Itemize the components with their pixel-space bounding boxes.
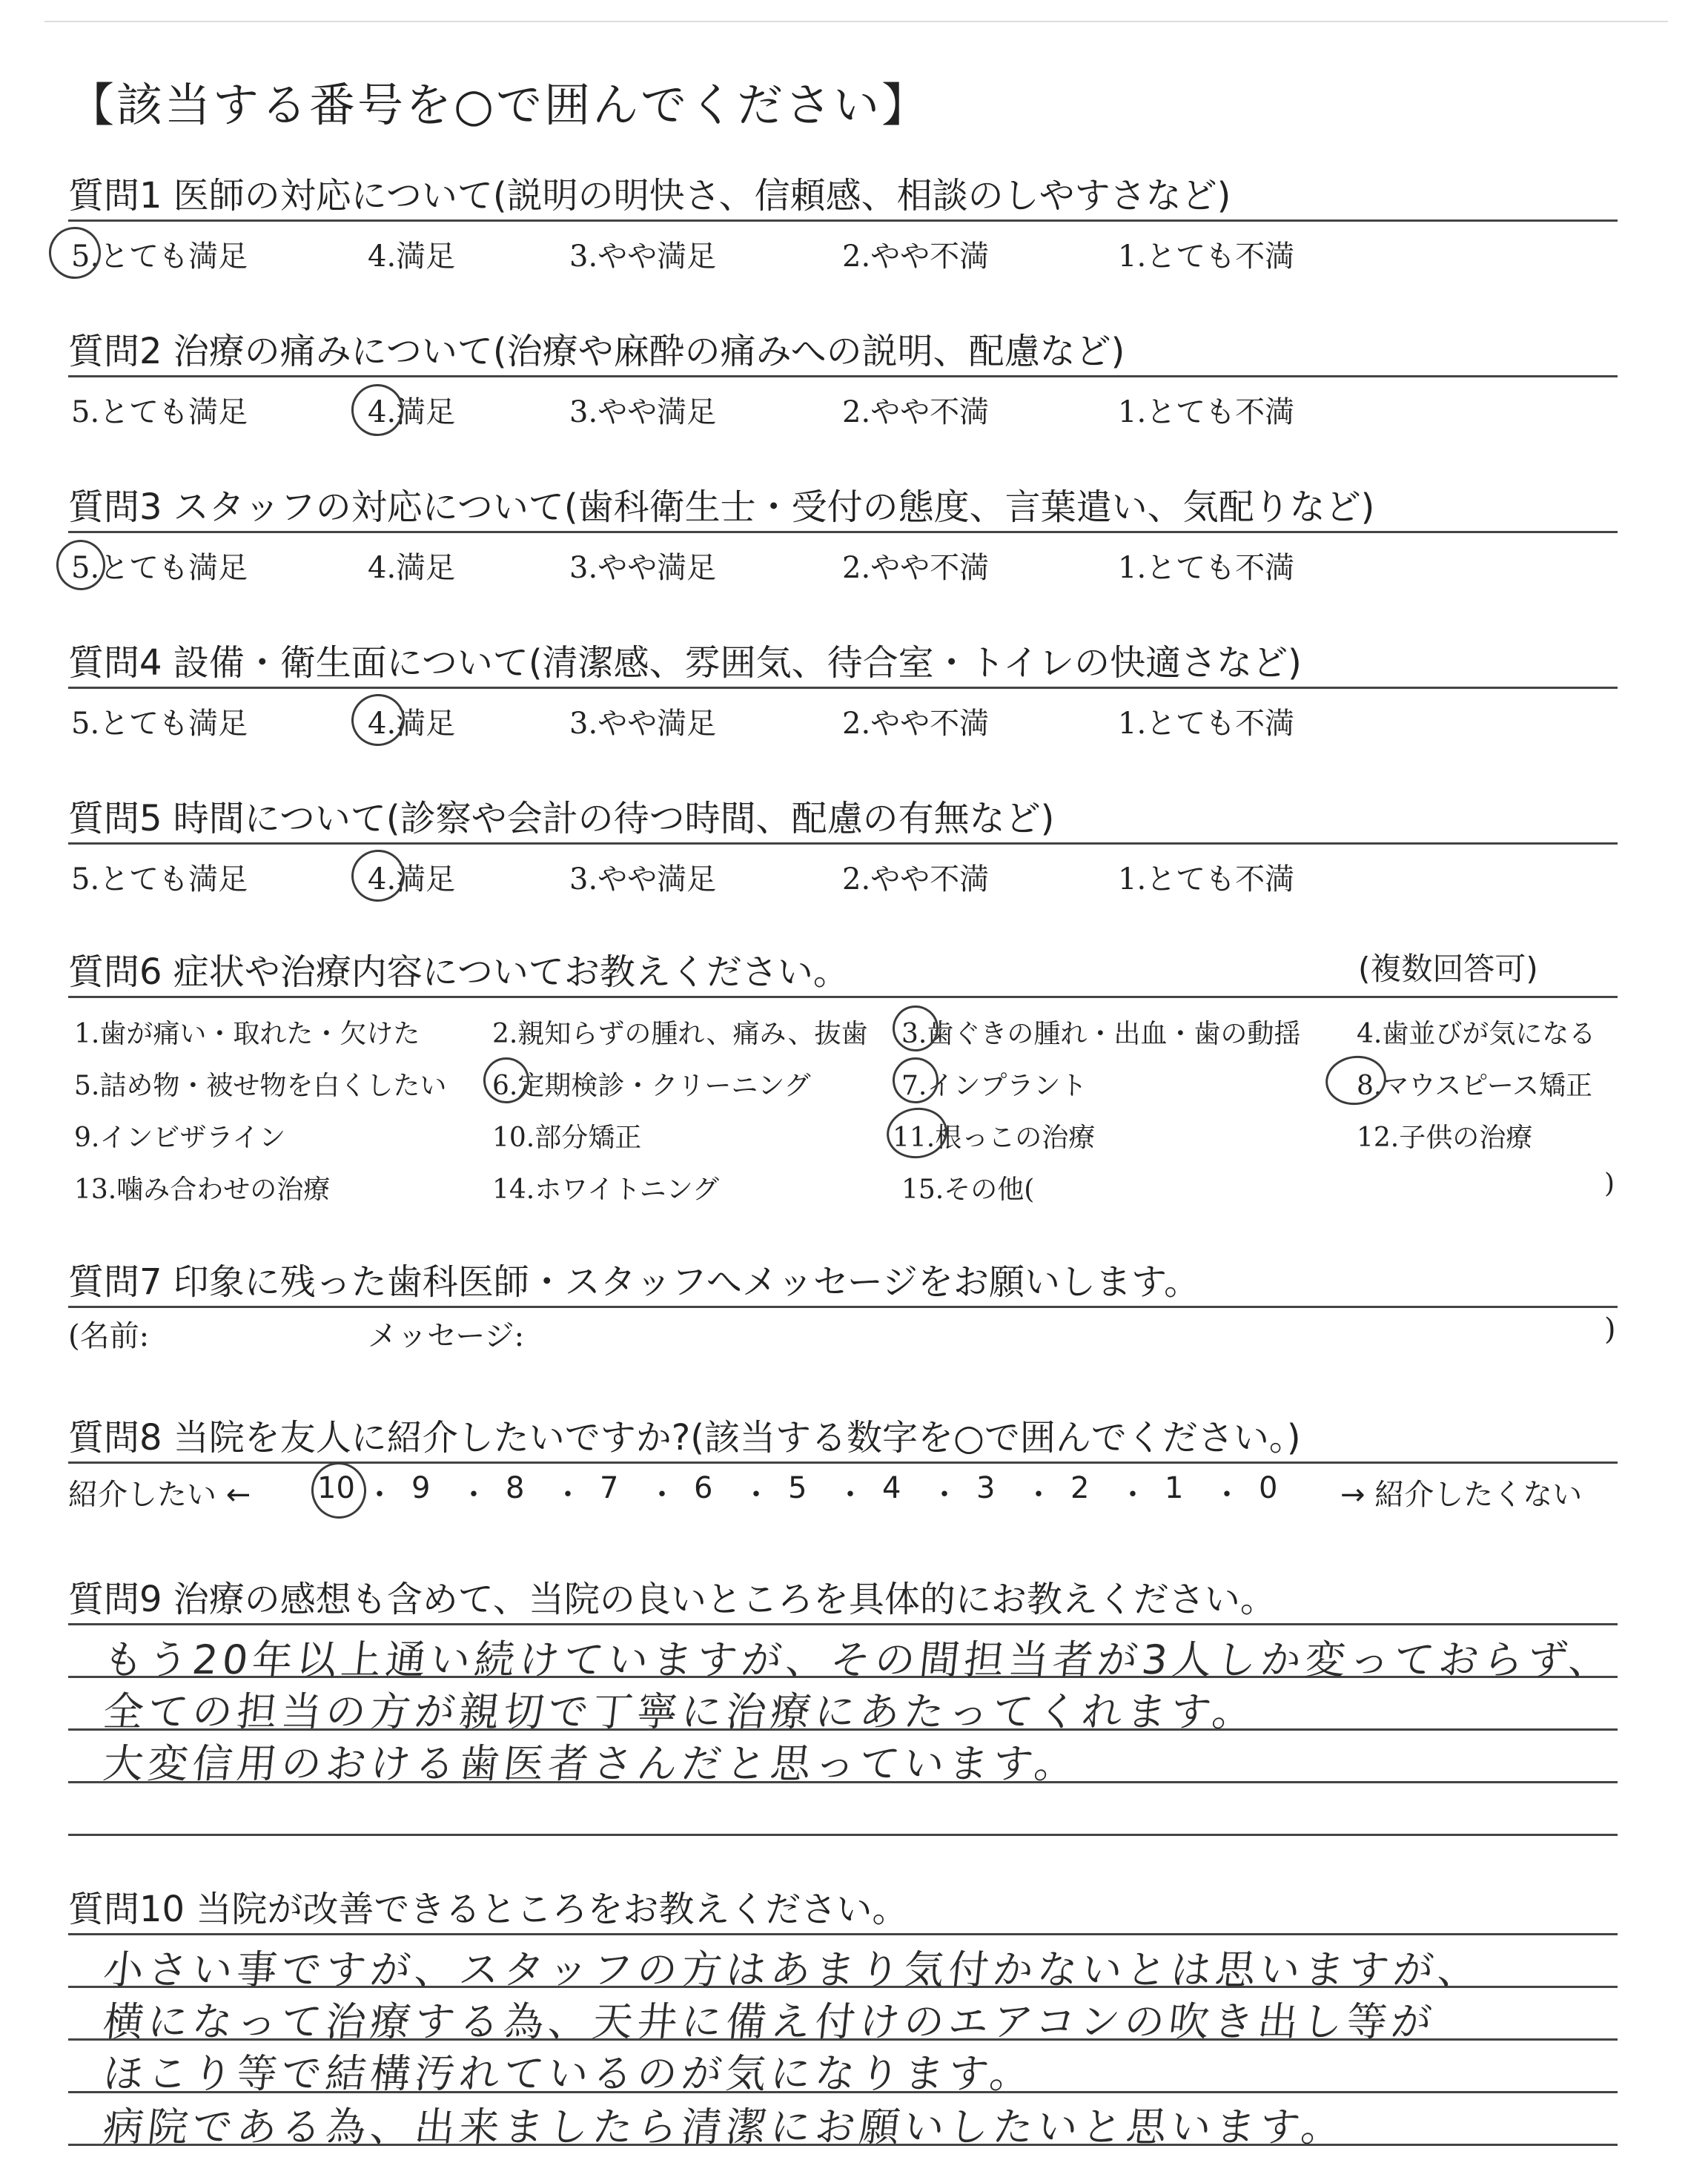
- q5-option-4[interactable]: 4.満足: [368, 862, 456, 896]
- q8-scale-value-1[interactable]: 1: [1165, 1471, 1184, 1505]
- q8-scale-separator: ・: [930, 1478, 959, 1512]
- q1-title: 質問1 医師の対応について(説明の明快さ、信頼感、相談のしやすさなど): [68, 175, 1231, 217]
- q5-option-5[interactable]: 5.とても満足: [71, 862, 248, 896]
- q4-rule: [68, 687, 1618, 689]
- q6-option-5[interactable]: 5.詰め物・被せ物を白くしたい: [74, 1071, 447, 1101]
- q8-recommend-label: 紹介したい ←: [68, 1478, 251, 1512]
- q4-option-4[interactable]: 4.満足: [368, 707, 456, 741]
- q4-option-5[interactable]: 5.とても満足: [71, 707, 248, 741]
- q6-option-11[interactable]: 11.根っこの治療: [893, 1123, 1096, 1153]
- q7-rule: [68, 1306, 1618, 1308]
- q3-rule: [68, 531, 1618, 533]
- q6-option-8[interactable]: 8.マウスピース矯正: [1357, 1071, 1593, 1101]
- q8-scale-value-9[interactable]: 9: [411, 1471, 431, 1505]
- q6-option-14[interactable]: 14.ホワイトニング: [492, 1175, 720, 1205]
- q6-multi-answer-note: (複数回答可): [1358, 951, 1538, 987]
- q6-option-7[interactable]: 7.インプラント: [901, 1071, 1088, 1101]
- q8-scale-separator: ・: [1118, 1478, 1148, 1512]
- q10-title: 質問10 当院が改善できるところをお教えください。: [68, 1889, 908, 1930]
- q1-option-2[interactable]: 2.やや不満: [842, 240, 990, 274]
- q10-answer-line-1: 小さい事ですが、スタッフの方はあまり気付かないとは思いますが、: [101, 1946, 1485, 1993]
- q8-rule: [68, 1462, 1618, 1464]
- q5-title: 質問5 時間について(診察や会計の待つ時間、配慮の有無など): [68, 798, 1055, 839]
- q6-rule: [68, 996, 1618, 998]
- q1-rule: [68, 219, 1618, 222]
- q1-option-4[interactable]: 4.満足: [368, 240, 456, 274]
- q8-scale-value-2[interactable]: 2: [1070, 1471, 1090, 1505]
- q9-answer-line-1: もう20年以上通い続けていますが、その間担当者が3人しか変っておらず、: [101, 1636, 1616, 1683]
- q3-option-4[interactable]: 4.満足: [368, 551, 456, 585]
- q7-title: 質問7 印象に残った歯科医師・スタッフへメッセージをお願いします。: [68, 1261, 1200, 1303]
- q4-title: 質問4 設備・衛生面について(清潔感、雰囲気、待合室・トイレの快適さなど): [68, 642, 1302, 684]
- q3-title: 質問3 スタッフの対応について(歯科衛生士・受付の態度、言葉遣い、気配りなど): [68, 486, 1375, 528]
- q8-scale-value-4[interactable]: 4: [882, 1471, 901, 1505]
- q2-option-1[interactable]: 1.とても不満: [1118, 395, 1295, 429]
- q10-answer-line-4: 病院である為、出来ましたら清潔にお願いしたいと思います。: [101, 2104, 1348, 2150]
- q6-option-2[interactable]: 2.親知らずの腫れ、痛み、抜歯: [492, 1019, 868, 1049]
- q4-option-2[interactable]: 2.やや不満: [842, 707, 990, 741]
- q5-rule: [68, 842, 1618, 845]
- q10-answer-line-3: ほこり等で結構汚れているのが気になります。: [101, 2050, 1037, 2097]
- q2-option-2[interactable]: 2.やや不満: [842, 395, 990, 429]
- q1-option-5[interactable]: 5.とても満足: [71, 240, 248, 274]
- q8-scale-separator: ・: [1212, 1478, 1242, 1512]
- q8-scale-separator: ・: [365, 1478, 394, 1512]
- q8-selection-circle: [308, 1459, 370, 1522]
- q9-rule-1: [68, 1623, 1618, 1625]
- q1-option-3[interactable]: 3.やや満足: [569, 240, 717, 274]
- instruction-header: 【該当する番号を○で囲んでください】: [68, 78, 930, 132]
- q2-option-3[interactable]: 3.やや満足: [569, 395, 717, 429]
- q3-option-3[interactable]: 3.やや満足: [569, 551, 717, 585]
- q3-option-1[interactable]: 1.とても不満: [1118, 551, 1295, 585]
- q8-scale-value-6[interactable]: 6: [694, 1471, 713, 1505]
- q5-option-2[interactable]: 2.やや不満: [842, 862, 990, 896]
- q8-scale-value-8[interactable]: 8: [506, 1471, 525, 1505]
- q8-scale-value-3[interactable]: 3: [976, 1471, 996, 1505]
- q8-scale-separator: ・: [459, 1478, 489, 1512]
- q6-option-6[interactable]: 6.定期検診・クリーニング: [492, 1071, 811, 1101]
- q9-answer-line-3: 大変信用のおける歯医者さんだと思っています。: [101, 1740, 1082, 1787]
- q2-title: 質問2 治療の痛みについて(治療や麻酔の痛みへの説明、配慮など): [68, 331, 1125, 372]
- q6-option-4[interactable]: 4.歯並びが気になる: [1357, 1019, 1596, 1049]
- q8-scale-value-5[interactable]: 5: [788, 1471, 807, 1505]
- q6-option-1[interactable]: 1.歯が痛い・取れた・欠けた: [74, 1019, 420, 1049]
- q2-option-5[interactable]: 5.とても満足: [71, 395, 248, 429]
- q6-option-3[interactable]: 3.歯ぐきの腫れ・出血・歯の動揺: [901, 1019, 1301, 1049]
- q2-option-4[interactable]: 4.満足: [368, 395, 456, 429]
- q2-rule: [68, 375, 1618, 377]
- q1-option-1[interactable]: 1.とても不満: [1118, 240, 1295, 274]
- q9-rule-5: [68, 1834, 1618, 1836]
- q8-scale-separator: ・: [647, 1478, 677, 1512]
- q4-option-1[interactable]: 1.とても不満: [1118, 707, 1295, 741]
- q3-option-2[interactable]: 2.やや不満: [842, 551, 990, 585]
- q4-option-3[interactable]: 3.やや満足: [569, 707, 717, 741]
- q5-option-3[interactable]: 3.やや満足: [569, 862, 717, 896]
- q3-option-5[interactable]: 5.とても満足: [71, 551, 248, 585]
- q8-scale-value-7[interactable]: 7: [600, 1471, 619, 1505]
- q6-option-15[interactable]: 15.その他(: [901, 1175, 1035, 1205]
- q6-option-13[interactable]: 13.噛み合わせの治療: [74, 1175, 331, 1205]
- scan-edge-line: [44, 21, 1668, 22]
- q10-answer-line-2: 横になって治療する為、天井に備え付けのエアコンの吹き出し等が: [101, 1998, 1439, 2045]
- q7-close-paren: ): [1604, 1312, 1616, 1347]
- q6-title: 質問6 症状や治療内容についてお教えください。: [68, 951, 849, 993]
- q8-scale-separator: ・: [741, 1478, 771, 1512]
- q10-rule-1: [68, 1933, 1618, 1935]
- q8-scale-separator: ・: [835, 1478, 865, 1512]
- q5-option-1[interactable]: 1.とても不満: [1118, 862, 1295, 896]
- q9-answer-line-2: 全ての担当の方が親切で丁寧に治療にあたってくれます。: [101, 1688, 1260, 1735]
- q8-not-recommend-label: → 紹介したくない: [1340, 1478, 1583, 1512]
- q8-scale-value-0[interactable]: 0: [1259, 1471, 1278, 1505]
- q6-other-close-paren: ): [1604, 1169, 1615, 1199]
- q7-message-label[interactable]: メッセージ:: [368, 1319, 525, 1353]
- q8-scale-separator: ・: [553, 1478, 583, 1512]
- q6-option-9[interactable]: 9.インビザライン: [74, 1123, 286, 1153]
- q8-title: 質問8 当院を友人に紹介したいですか?(該当する数字を○で囲んでください。): [68, 1417, 1301, 1459]
- q7-name-label[interactable]: (名前:: [68, 1319, 150, 1353]
- q8-scale-separator: ・: [1024, 1478, 1053, 1512]
- q6-option-10[interactable]: 10.部分矯正: [492, 1123, 642, 1153]
- q6-option-12[interactable]: 12.子供の治療: [1357, 1123, 1533, 1153]
- q9-title: 質問9 治療の感想も含めて、当院の良いところを具体的にお教えください。: [68, 1579, 1276, 1620]
- q8-scale-value-10[interactable]: 10: [317, 1471, 355, 1505]
